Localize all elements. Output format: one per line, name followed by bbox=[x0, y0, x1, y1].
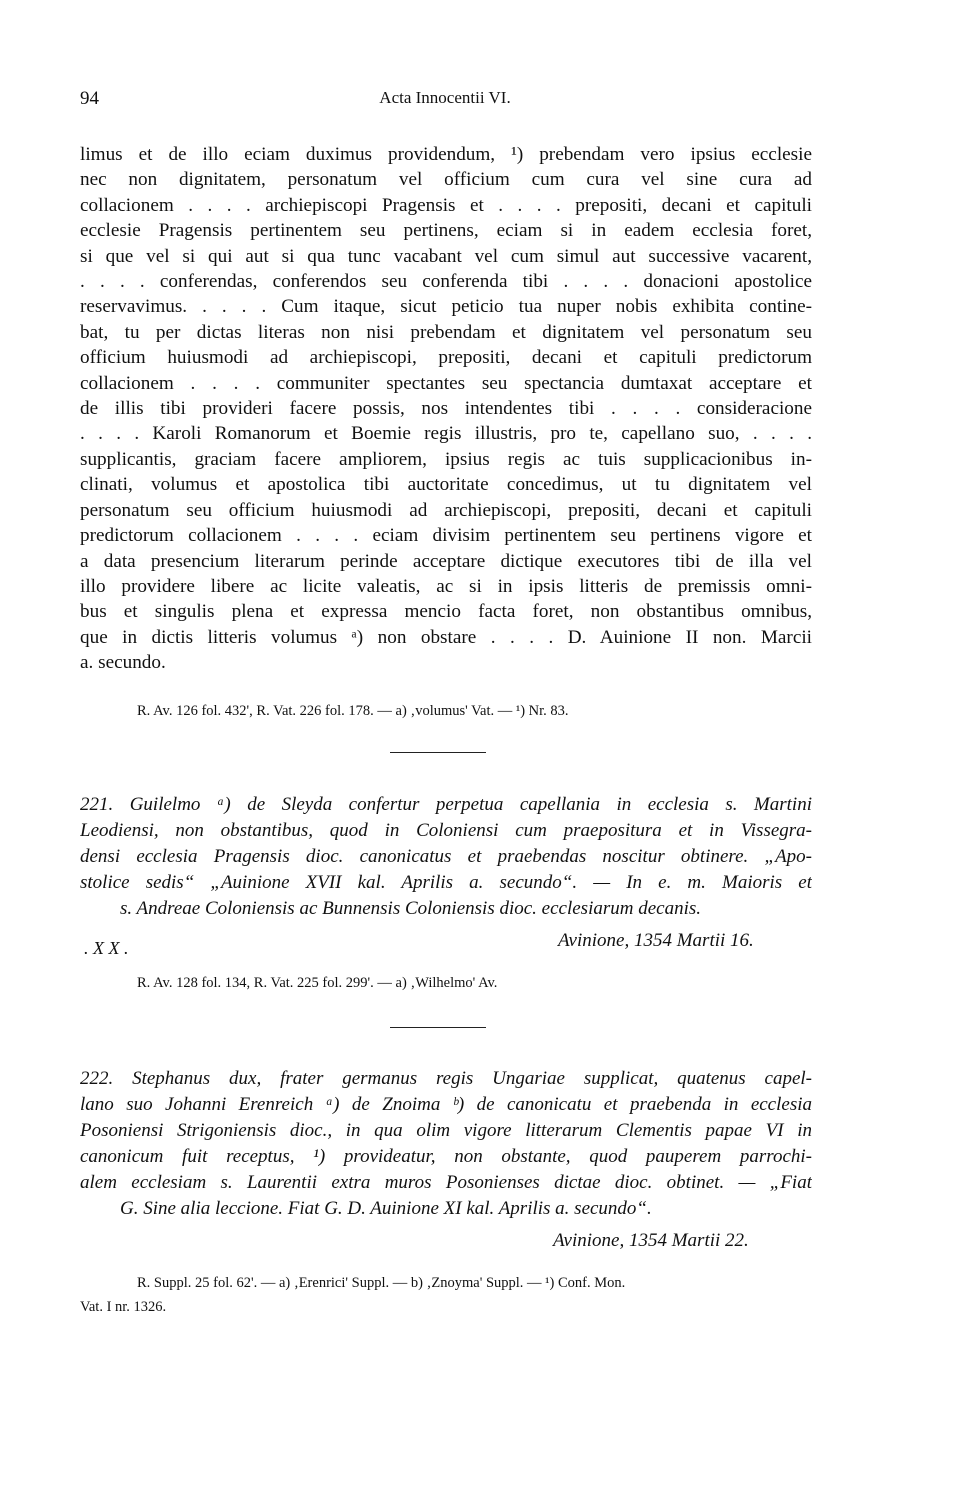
entry-line: G. Sine alia leccione. Fiat G. D. Auinione XI kal. Aprilis a. secundo“. bbox=[120, 1198, 652, 1219]
entry-line: 222. Stephanus dux, frater germanus regis Ungariae supplicat, quatenus capel- bbox=[80, 1068, 812, 1089]
body-line: . . . . Karoli Romanorum et Boemie regis illustris, pro te, capellano suo, . . . . bbox=[80, 423, 812, 445]
entry-line: canonicum fuit receptus, ¹) provideatur, non obstante, quod pauperem parrochi- bbox=[80, 1146, 812, 1167]
body-line: nec non dignitatem, personatum vel officium cum cura vel sine cura ad bbox=[80, 169, 812, 191]
body-line: collacionem . . . . archiepiscopi Pragensis et . . . . prepositi, decani et capituli bbox=[80, 194, 812, 216]
entry-line: stolice sedis“ „Auinione XVII kal. Aprilis a. secundo“. — In e. m. Maioris et bbox=[80, 872, 812, 893]
entry-line: densi ecclesia Pragensis dioc. canonicatus et praebendas noscitur obtinere. „Apo- bbox=[80, 846, 812, 867]
body-line: a data presencium literarum perinde acceptare dictique executores tibi de illa vel bbox=[80, 550, 812, 572]
body-line: personatum seu officium huiusmodi ad archiepiscopi, prepositi, decani et capituli bbox=[80, 499, 812, 521]
body-line: reservavimus. . . . . Cum itaque, sicut peticio tua nuper nobis exhibita contine- bbox=[80, 296, 812, 318]
body-line: illo providere libere ac licite valeatis, ac si in ipsis litteris de premissis omni- bbox=[80, 575, 812, 597]
body-line: a. secundo. bbox=[80, 652, 166, 674]
footnote-source: Vat. I nr. 1326. bbox=[80, 1299, 167, 1315]
entry-line: Leodiensi, non obstantibus, quod in Coloniensi cum praepositura et in Vissegra- bbox=[80, 820, 812, 841]
body-line: officium huiusmodi ad archiepiscopi, prepositi, decani et capituli predictorum bbox=[80, 347, 812, 369]
page-header bbox=[80, 88, 810, 118]
place-date: Avinione, 1354 Martii 16. bbox=[558, 930, 754, 951]
body-line: si que vel si qui aut si qua tunc vacabant vel cum simul aut successive vacarent, bbox=[80, 245, 812, 267]
body-line: supplicantis, graciam facere ampliorem, ipsius regis ac tuis supplicacionibus in- bbox=[80, 448, 812, 470]
place-date: Avinione, 1354 Martii 22. bbox=[553, 1230, 749, 1251]
body-line: limus et de illo eciam duximus providendum, ¹) prebendam vero ipsius ecclesie bbox=[80, 144, 812, 165]
section-divider bbox=[390, 752, 486, 753]
footnote-source: R. Av. 128 fol. 134, R. Vat. 225 fol. 299'. — a) ‚Wilhelmo' Av. bbox=[137, 975, 498, 991]
body-line: collacionem . . . . communiter spectantes seu spectancia dumtaxat acceptare et bbox=[80, 372, 812, 394]
body-line: clinati, volumus et apostolica tibi auctoritate concedimus, ut tu dignitatem vel bbox=[80, 474, 812, 496]
entry-line: lano suo Johanni Erenreich ᵃ) de Znoima ᵇ) de canonicatu et praebenda in ecclesia bbox=[80, 1094, 812, 1115]
body-line: bus et singulis plena et expressa mencio facta foret, non obstantibus omnibus, bbox=[80, 601, 812, 623]
entry-line: alem ecclesiam s. Laurentii extra muros Posonienses dictae dioc. obtinet. — „Fiat bbox=[80, 1172, 812, 1193]
body-line: bat, tu per dictas literas non nisi prebendam et dignitatem vel personatum seu bbox=[80, 321, 812, 343]
section-divider bbox=[390, 1027, 486, 1028]
entry-222 bbox=[80, 1066, 812, 1222]
body-line: de illis tibi provideri facere possis, nos intendentes tibi . . . . consideracione bbox=[80, 398, 812, 420]
body-line: ecclesie Pragensis pertinentem seu pertinens, eciam si in eadem ecclesia foret, bbox=[80, 220, 812, 242]
body-line: predictorum collacionem . . . . eciam divisim pertinentem seu pertinens vigore et bbox=[80, 525, 812, 547]
body-text bbox=[80, 142, 812, 676]
footnote-source: R. Av. 126 fol. 432', R. Vat. 226 fol. 178. — a) ‚volumus' Vat. — ¹) Nr. 83. bbox=[137, 703, 569, 719]
entry-line: 221. Guilelmo ᵃ) de Sleyda confertur perpetua capellania in ecclesia s. Martini bbox=[80, 794, 812, 815]
running-title: Acta Innocentii VI. bbox=[379, 88, 511, 107]
date-symbol: . X X . bbox=[84, 938, 129, 958]
page-number: 94 bbox=[80, 88, 99, 109]
body-line: que in dictis litteris volumus ᵃ) non obstare . . . . D. Auinione II non. Marcii bbox=[80, 626, 812, 648]
footnote-source: R. Suppl. 25 fol. 62'. — a) ‚Erenrici' Suppl. — b) ‚Znoyma' Suppl. — ¹) Conf. Mon. bbox=[137, 1275, 626, 1291]
body-line: . . . . conferendas, conferendos seu conferenda tibi . . . . donacioni apostolice bbox=[80, 271, 812, 293]
entry-line: Posoniensi Strigoniensis dioc., in qua olim vigore litterarum Clementis papae VI in bbox=[80, 1120, 812, 1141]
entry-line: s. Andreae Coloniensis ac Bunnensis Coloniensis dioc. ecclesiarum decanis. bbox=[120, 898, 702, 919]
entry-221 bbox=[80, 792, 812, 922]
